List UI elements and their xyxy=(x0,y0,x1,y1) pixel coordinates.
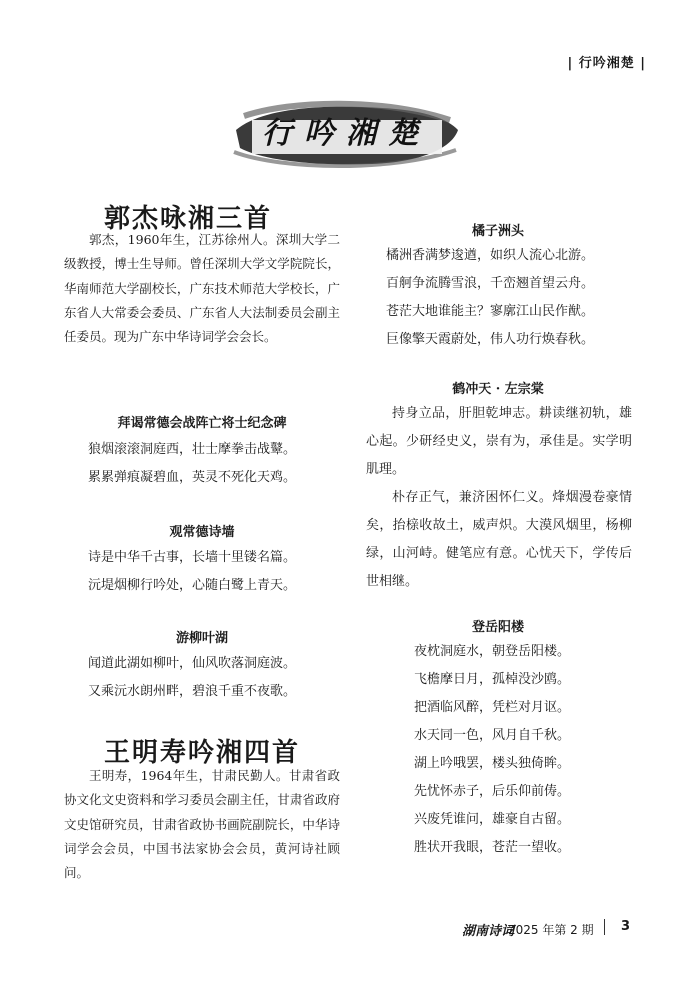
poem-line: 水天同一色，风月自千秋。 xyxy=(414,728,571,743)
poem-line: 湖上吟哦罢，楼头独倚眸。 xyxy=(414,756,571,771)
poem-line: 沅堤烟柳行吟处，心随白鹭上青天。 xyxy=(88,578,297,593)
poem-line: 苍茫大地谁能主？寥廓江山民作猷。 xyxy=(386,304,595,319)
poem-line: 狼烟滚滚洞庭西，壮士摩拳击战鼙。 xyxy=(88,442,297,457)
poem-title: 登岳阳楼 xyxy=(471,620,524,635)
poem-title: 鹤冲天 · 左宗棠 xyxy=(452,382,544,397)
ci-paragraph: 持身立品，肝胆乾坤志。耕读继初轨，雄心起。少研经史义，崇有为，承佳是。实学明肌理。 xyxy=(366,406,632,477)
poem-line: 又乘沅水朗州畔，碧浪千重不夜歌。 xyxy=(88,684,297,699)
section-banner xyxy=(232,90,462,180)
poem-line: 累累弹痕凝碧血，英灵不死化天鸡。 xyxy=(88,470,297,485)
poem-line: 把酒临风醉，凭栏对月讴。 xyxy=(414,700,571,715)
poem-line: 飞檐摩日月，孤棹没沙鸥。 xyxy=(414,672,571,687)
poem-line: 百舸争流腾雪浪，千峦翘首望云舟。 xyxy=(386,276,595,291)
column-tag: | 行吟湘楚 | xyxy=(567,56,646,71)
magazine-logo: 湖南诗词 xyxy=(462,924,515,939)
poem-line: 先忧怀赤子，后乐仰前俦。 xyxy=(414,784,571,799)
section-title-wangmingshou: 王明寿吟湘四首 xyxy=(104,738,301,768)
footer-divider xyxy=(604,919,605,935)
poem-title: 橘子洲头 xyxy=(471,224,524,239)
poem-line: 胜状开我眼，苍茫一望收。 xyxy=(414,840,571,855)
ci-paragraph: 朴存正气，兼济困怀仁义。烽烟漫卷豪情矣，抬榇收故土，威声炽。大漠风烟里，杨柳绿，山河峙。健笔应有意。心忧天下，学传后世相继。 xyxy=(366,490,632,589)
bio-guojie: 郭杰，1960年生，江苏徐州人。深圳大学二级教授，博士生导师。曾任深圳大学文学院院长，华南师范大学副校长，广东技术师范大学校长，广东省人大常委会委员、广东省人大法制委员会副主任委员。现为广东中华诗词学会会长。 xyxy=(64,232,340,345)
poem-title: 拜谒常德会战阵亡将士纪念碑 xyxy=(117,416,287,431)
poem-line: 夜枕洞庭水，朝登岳阳楼。 xyxy=(414,644,571,659)
section-title-guojie: 郭杰咏湘三首 xyxy=(104,204,273,234)
poem-line: 巨像擎天霞蔚处，伟人功行焕春秋。 xyxy=(386,332,595,347)
banner-title: 行吟湘楚 xyxy=(262,116,430,151)
poem-line: 橘洲香满梦逡遒，如织人流心北游。 xyxy=(386,248,595,263)
bio-wangmingshou: 王明寿，1964年生，甘肃民勤人。甘肃省政协文化文史资料和学习委员会副主任，甘肃省政府文史馆研究员，甘肃省政协书画院副院长，中华诗词学会会员，中国书法家协会会员，黄河诗社顾问。 xyxy=(64,768,340,881)
page-number: 3 xyxy=(621,919,631,934)
poem-title: 游柳叶湖 xyxy=(175,631,228,646)
poem-line: 诗是中华千古事，长墙十里镂名篇。 xyxy=(88,550,297,565)
poem-line: 兴废凭谁问，雄豪自古留。 xyxy=(414,812,571,827)
poem-title: 观常德诗墙 xyxy=(169,525,235,540)
issue-label: 2025 年第 2 期 xyxy=(508,923,594,937)
poem-line: 闻道此湖如柳叶，仙风吹落洞庭波。 xyxy=(88,656,297,671)
